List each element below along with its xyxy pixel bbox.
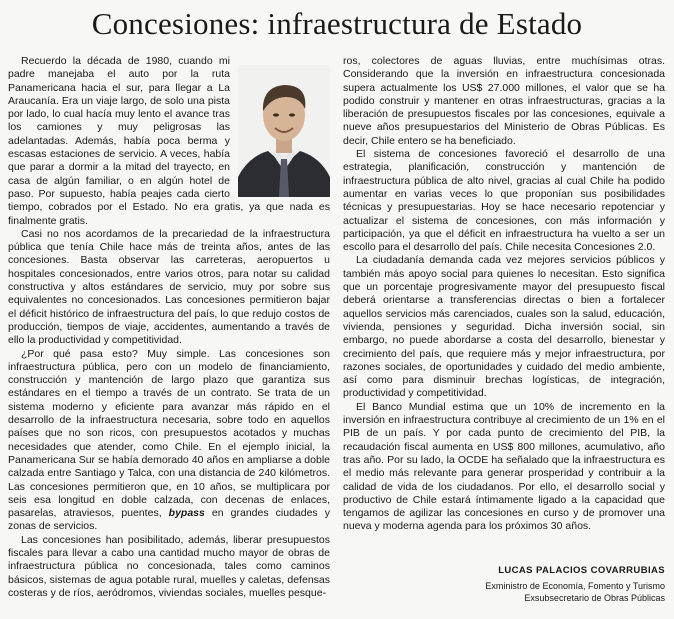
right-column — [343, 55, 665, 534]
paragraph: La ciudadanía demanda cada vez mejores servicios públicos y también más apoyo social para quienes lo necesitan. Esto significa que un porcentaje progresivamente mayor del presupuesto fiscal deberá orientarse a transferencias directas o bien a fortalecer aquellos servicios más carenciados, cuales son la salud, educación, vivienda, pensiones y seguridad. Dicha inversión social, sin embargo, no puede abordarse a costa del desarrollo, bienestar y crecimiento del país, que requiere más y mejor infraestructura, por razones sociales, de oportunidades y cuidado del medio ambiente, así como para disminuir brechas logísticas, de integración, productividad y competitividad. — [343, 254, 665, 400]
paragraph: El Banco Mundial estima que un 10% de incremento en la inversión en infraestructura contribuye al crecimiento de un 1% en el PIB de un país. Y por cada punto de crecimiento del PIB, la recaudación fiscal aumenta en US$ 800 millones, acumulativo, año tras año. Por su lado, la OCDE ha señalado que la infraestructura es el medio más relevante para generar prosperidad y contribuir a la calidad de vida de los ciudadanos. Por ello, el desarrollo social y productivo de Chile estará íntimamente ligado a la capacidad que tengamos de agilizar las concesiones en curso y de promover una nueva y moderna agenda para los próximos 30 años. — [343, 400, 665, 533]
article-title: Concesiones: infraestructura de Estado — [91, 6, 583, 41]
paragraph: Recuerdo la década de 1980, cuando mi padre manejaba el auto por la ruta Panamericana hacia el sur, para llegar a La Araucanía. Era un viaje largo, de solo una pista por lado, lo cual hacía muy lento el avance tras los camiones y muy peligrosas las adelantadas. Además, había poca berma y escasas estaciones de servicio. A veces, había que parar a dormir a la mitad del trayecto, en casa de algún familiar, o en algún hotel de paso. Por supuesto, había peajes cada cierto tiempo, cobrados por el Estado. No era gratis, ya que nada es finalmente gratis. — [8, 55, 330, 227]
paragraph-text: ¿Por qué pasa esto? Muy simple. Las concesiones son infraestructura pública, pero con un modelo de financiamiento, construcción y mantención de largo plazo que garantiza sus estándares en el tiempo a través de un contrato. Se trata de un sistema moderno y eficiente para avanzar más rápido en el desarrollo de la infraestructura necesaria, sobre todo en aquellos países que no son ricos, con presupuestos acotados y muchas necesidades que atender, como Chile. En el ejemplo inicial, la Panamericana Sur se había demorado 40 años en ampliarse a doble calzada entre Santiago y Talca, con una distancia de 240 kilómetros. Las concesiones permitieron que, en 10 años, se multiplicara por seis esa longitud en doble calzada, con decenas de enlaces, pasarelas, atraviesos, puentes, — [8, 347, 330, 520]
author-portrait-image — [238, 65, 330, 197]
emphasis-bypass: bypass — [168, 507, 205, 520]
paragraph: Las concesiones han posibilitado, además, liberar presupuestos fiscales para llevar a cabo una cantidad mucho mayor de obras de infraestructura pública no concesionada, tales como caminos básicos, sistemas de agua potable rural, muelles y caletas, defensas costeras y de ríos, aeródromos, viviendas sociales, muelles pesque- — [8, 533, 330, 599]
author-photo — [238, 65, 330, 197]
paragraph: Casi no nos acordamos de la precariedad de la infraestructura pública que tenía Chile hace más de treinta años, antes de las concesiones. Basta observar las carreteras, aeropuertos u hospitales concesionados, entre varios otros, para notar su calidad constructiva y altos estándares de servicio, muy por sobre sus equivalentes no concesionados. Las concesiones permitieron bajar el déficit histórico de infraestructura del país, lo que redujo costos de producción, tiempos de viaje, accidentes, aumentando a través de ello la productividad y competitividad. — [8, 227, 330, 347]
paragraph: ros, colectores de aguas lluvias, entre muchísimas otras. Considerando que la inversión en infraestructura concesionada supera actualmente los US$ 27.000 millones, el valor que se ha podido construir y mantener en otras infraestructuras, gracias a la liberación de presupuestos fiscales por las concesiones, equivale a nueve años presupuestarios del Ministerio de Obras Públicas. Es decir, Chile entero se ha beneficiado. — [343, 55, 665, 147]
author-signature — [485, 565, 665, 604]
paragraph-text: en grandes ciudades y zonas de servicios. — [8, 507, 330, 533]
author-role: Exministro de Economía, Fomento y Turismo — [485, 581, 665, 591]
paragraph: El sistema de concesiones favoreció el desarrollo de una estrategia, planificación, construcción y mantención de infraestructura pública de alto nivel, gracias al cual Chile ha podido aumentar en varias veces lo que proponían sus posibilidades técnicas y presupuestarias. Hoy se hace necesario repotenciar y actualizar el sistema de concesiones, con más información y participación, ya que el déficit en infraestructura ha vuelto a ser un escollo para el desarrollo del país. Chile necesita Concesiones 2.0. — [343, 148, 665, 254]
left-column — [8, 55, 330, 600]
author-name: LUCAS PALACIOS COVARRUBIAS — [498, 565, 665, 576]
paragraph — [8, 348, 330, 534]
author-role: Exsubsecretario de Obras Públicas — [524, 593, 665, 603]
